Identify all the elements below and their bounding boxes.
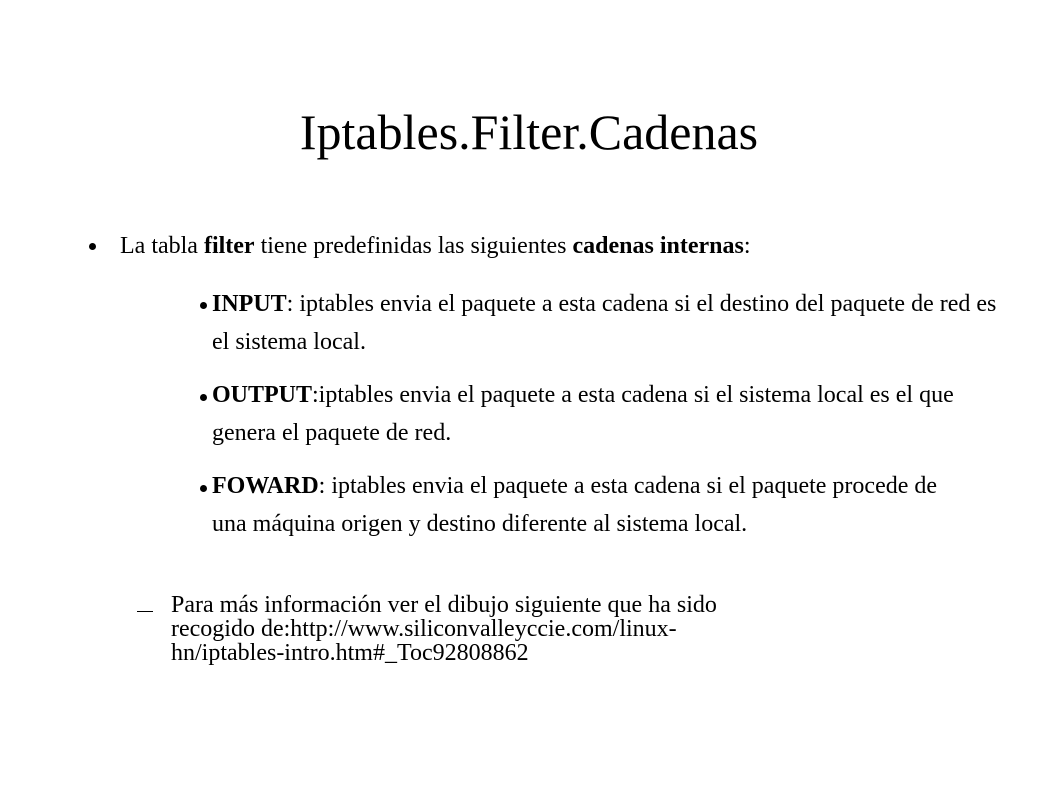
chain-item-input [212, 285, 1002, 361]
chain-description: :iptables envia el paquete a esta cadena si el sistema local es el que genera el paquete de red. [212, 382, 954, 446]
dash-bullet [137, 611, 153, 612]
chain-name: OUTPUT [212, 382, 313, 408]
intro-bold-cadenas: cadenas internas [572, 233, 744, 259]
bullet-dot [89, 243, 96, 250]
intro-post: : [743, 233, 751, 259]
bullet-dot [200, 302, 207, 309]
chain-item-output [212, 376, 1002, 452]
note-line: hn/iptables-intro.htm#_Toc92808862 [171, 640, 529, 666]
intro-mid: tiene predefinidas las siguientes [254, 233, 573, 259]
chain-name: INPUT [212, 291, 287, 317]
bullet-dot [200, 394, 207, 401]
note-text [171, 593, 871, 665]
chain-item-foward [212, 467, 972, 543]
note-line: Para más información ver el dibujo siguiente que ha sido [171, 592, 717, 618]
intro-text [120, 229, 751, 263]
slide-title: Iptables.Filter.Cadenas [299, 104, 759, 160]
intro-pre: La tabla [120, 233, 204, 259]
chain-name: FOWARD [212, 473, 319, 499]
intro-bold-filter: filter [203, 233, 255, 259]
note-line: recogido de:http://www.siliconvalleyccie.com/linux- [171, 616, 677, 642]
bullet-dot [200, 485, 207, 492]
chain-description: : iptables envia el paquete a esta cadena si el destino del paquete de red es el sistema local. [212, 291, 997, 355]
chain-description: : iptables envia el paquete a esta cadena si el paquete procede de una máquina origen y destino diferente al sistema local. [212, 473, 938, 537]
